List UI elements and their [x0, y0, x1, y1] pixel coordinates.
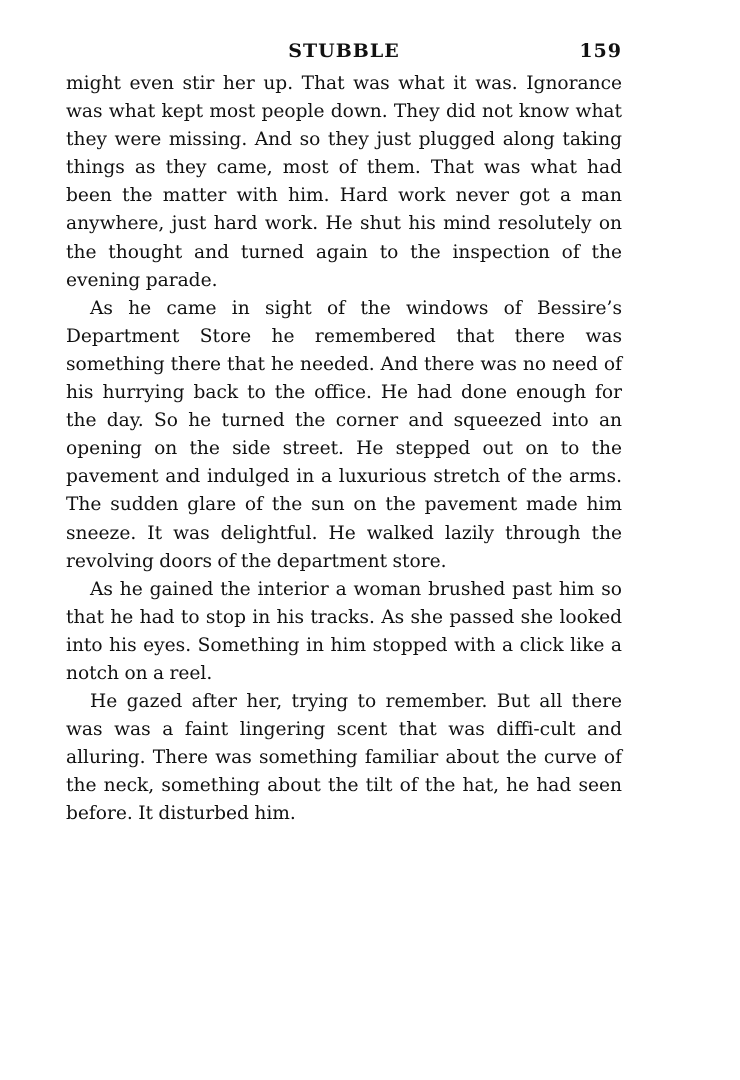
running-head: [66, 36, 622, 70]
paragraph: He gazed after her, trying to remember. But all there was was a faint lingering scent that was diffi-cult and alluring. There was something familiar about the curve of the neck, something about the tilt of the hat, he had seen before. It disturbed him.: [66, 691, 622, 825]
running-title: STUBBLE: [288, 40, 400, 62]
paragraph: As he gained the interior a woman brushed past him so that he had to stop in his tracks. As she passed she looked into his eyes. Something in him stopped with a click like a notch on a reel.: [66, 578, 622, 684]
paragraph-continued: might even stir her up. That was what it was. Ignorance was what kept most people down. They did not know what they were missing. And so they just plugged along taking things as they came, most of them. That was what had been the matter with him. Hard work never got a man anywhere, just hard work. He shut his mind resolutely on the thought and turned again to the inspection of the evening parade.: [66, 73, 622, 291]
book-page: [66, 36, 622, 829]
body-text: [66, 70, 622, 829]
page-number: 159: [579, 40, 622, 62]
paragraph: As he came in sight of the windows of Bessire’s Department Store he remembered that there was something there that he needed. And there was no need of his hurrying back to the office. He had done enough for the day. So he turned the corner and squeezed into an opening on the side street. He stepped out on to the pavement and indulged in a luxurious stretch of the arms. The sudden glare of the sun on the pavement made him sneeze. It was delightful. He walked lazily through the revolving doors of the department store.: [66, 297, 622, 572]
